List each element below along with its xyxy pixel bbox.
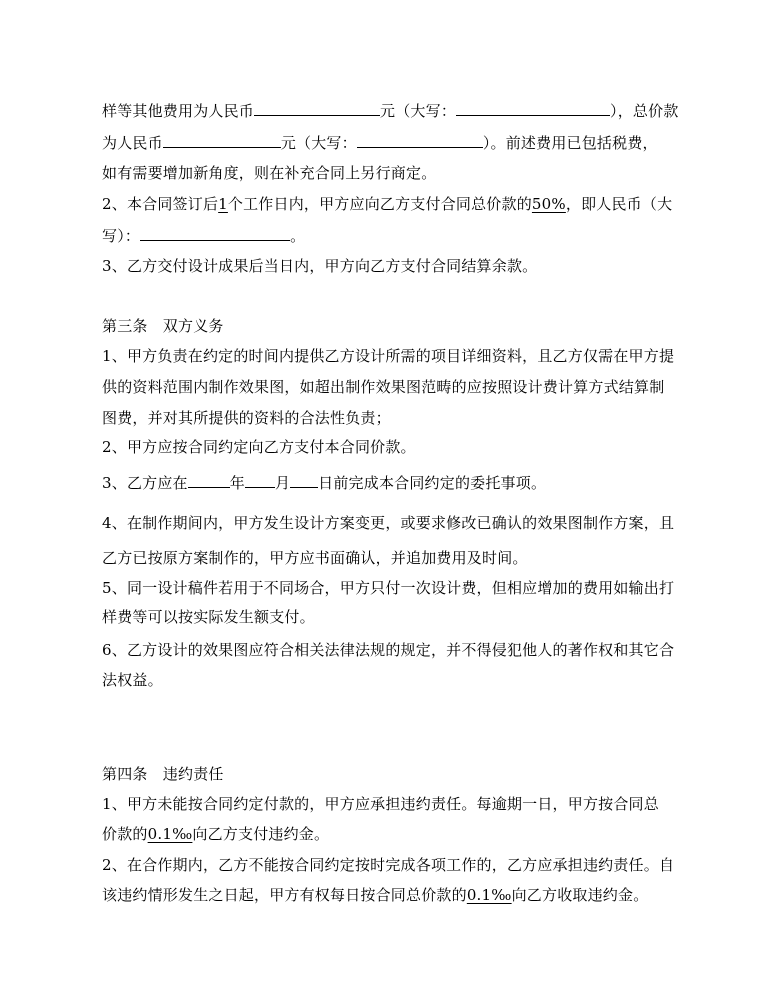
article3-p1-line2: 供的资料范围内制作效果图，如超出制作效果图范畴的应按照设计费计算方式结算制 [102,378,665,396]
payment-line-5 [102,225,305,246]
penalty-rate-value: 0.1‰ [147,825,193,843]
text: ，即人民币（大 [565,195,673,213]
text: 2、本合同签订后 [102,195,219,213]
total-words-blank [357,132,483,148]
article4-p2-line1: 2、在合作期内，乙方不能按合同约定按时完成各项工作的，乙方应承担违约责任。自 [102,856,675,874]
payment-line-2 [102,132,658,153]
article3-p5-line2: 样费等可以按实际发生额支付。 [102,608,315,626]
text: 该违约情形发生之日起，甲方有权每日按合同总价款的 [102,886,467,904]
text: ）。前述费用已包括税费， [482,134,658,152]
percent-value: 50% [531,195,566,213]
article3-p4-line1: 4、在制作期间内，甲方发生设计方案变更，或要求修改已确认的效果图制作方案，且 [102,514,675,532]
text: 个工作日内，甲方应向乙方支付合同总价款的 [227,195,532,213]
payment-line-6: 3、乙方交付设计成果后当日内，甲方向乙方支付合同结算余款。 [102,257,538,275]
article3-p6-line1: 6、乙方设计的效果图应符合相关法律法规的规定，并不得侵犯他人的著作权和其它合 [102,641,675,659]
total-amount-blank [163,132,281,148]
text: 。 [290,227,306,245]
month-blank [245,472,275,488]
article3-p2: 2、甲方应按合同约定向乙方支付本合同价款。 [102,438,416,456]
text: 向乙方支付违约金。 [192,825,330,843]
amount-blank [254,100,380,116]
article3-p4-line2: 乙方已按原方案制作的，甲方应书面确认，并追加费用及时间。 [102,549,528,567]
text: 元（大写： [380,102,457,120]
year-label: 年 [229,474,245,492]
article3-p1-line3: 图费，并对其所提供的资料的合法性负责； [102,409,391,427]
text: 样等其他费用为人民币 [102,102,255,120]
text: 为人民币 [102,134,163,152]
article3-p1-line1: 1、甲方负责在约定的时间内提供乙方设计所需的项目详细资料，且乙方仅需在甲方提 [102,347,675,365]
text: 元（大写： [280,134,357,152]
amount-words-blank [456,100,610,116]
article3-heading: 第三条 双方义务 [102,317,224,335]
year-blank [188,472,230,488]
day-blank [290,472,318,488]
article4-p1-line1: 1、甲方未能按合同约定付款的，甲方应承担违约责任。每逾期一日，甲方按合同总 [102,795,659,813]
text: 日前完成本合同约定的委托事项。 [318,474,547,492]
article3-p6-line2: 法权益。 [102,671,163,689]
payment-line-4 [102,194,672,214]
month-label: 月 [274,474,291,492]
article4-p1-line2 [102,824,329,844]
penalty-rate-value: 0.1‰ [466,886,512,904]
text: 向乙方收取违约金。 [511,886,649,904]
article3-p3 [102,472,546,493]
workdays-value: 1 [218,195,228,213]
text: 写）： [102,227,141,245]
text: ），总价款 [610,102,679,120]
text: 价款的 [102,825,148,843]
article3-p5-line1: 5、同一设计稿件若用于不同场合，甲方只付一次设计费，但相应增加的费用如输出打 [102,579,675,597]
rmb-amount-blank [140,225,290,241]
article4-heading: 第四条 违约责任 [102,765,224,783]
article4-p2-line2 [102,885,648,905]
payment-line-1 [102,100,679,121]
text: 3、乙方应在 [102,474,188,492]
payment-line-3: 如有需要增加新角度，则在补充合同上另行商定。 [102,164,437,182]
